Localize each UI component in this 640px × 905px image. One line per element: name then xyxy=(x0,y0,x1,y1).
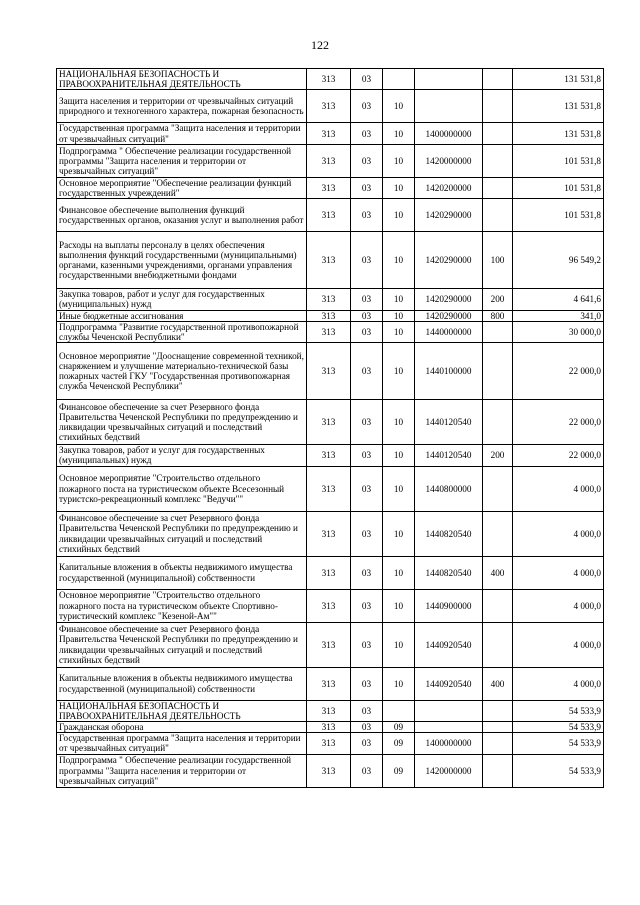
row-amount: 54 533,9 xyxy=(513,700,604,721)
row-ministry-code: 313 xyxy=(307,733,351,754)
row-section-code: 03 xyxy=(351,511,383,556)
row-subsection-code: 10 xyxy=(383,310,415,321)
row-amount: 4 000,0 xyxy=(513,589,604,622)
row-name: Государственная программа "Защита населения и территории от чрезвычайных ситуаций" xyxy=(57,733,307,754)
row-section-code: 03 xyxy=(351,289,383,310)
row-ministry-code: 313 xyxy=(307,199,351,232)
row-name: Подпрограмма "Развитие государственной противопожарной службы Чеченской Республики" xyxy=(57,321,307,342)
row-ministry-code: 313 xyxy=(307,90,351,123)
row-section-code: 03 xyxy=(351,232,383,289)
row-subsection-code: 10 xyxy=(383,400,415,445)
row-amount: 22 000,0 xyxy=(513,343,604,400)
row-subsection-code: 10 xyxy=(383,144,415,177)
row-section-code: 03 xyxy=(351,466,383,511)
row-amount: 131 531,8 xyxy=(513,69,604,90)
row-expense-type xyxy=(483,589,513,622)
row-expense-type xyxy=(483,69,513,90)
table-row xyxy=(57,199,604,232)
row-ministry-code: 313 xyxy=(307,289,351,310)
table-row xyxy=(57,445,604,466)
page-number: 122 xyxy=(311,38,329,52)
row-name: Гражданская оборона xyxy=(57,722,307,733)
row-target-article: 1400000000 xyxy=(415,123,483,144)
row-ministry-code: 313 xyxy=(307,343,351,400)
row-amount: 96 549,2 xyxy=(513,232,604,289)
row-expense-type xyxy=(483,90,513,123)
row-subsection-code: 10 xyxy=(383,589,415,622)
row-ministry-code: 313 xyxy=(307,511,351,556)
row-ministry-code: 313 xyxy=(307,321,351,342)
row-subsection-code: 10 xyxy=(383,177,415,198)
row-section-code: 03 xyxy=(351,622,383,667)
row-amount: 54 533,9 xyxy=(513,754,604,787)
row-target-article: 1420000000 xyxy=(415,754,483,787)
table-row xyxy=(57,733,604,754)
row-amount: 101 531,8 xyxy=(513,199,604,232)
row-ministry-code: 313 xyxy=(307,310,351,321)
row-subsection-code: 10 xyxy=(383,123,415,144)
row-expense-type xyxy=(483,177,513,198)
table-row xyxy=(57,667,604,700)
row-expense-type xyxy=(483,123,513,144)
row-amount: 4 000,0 xyxy=(513,667,604,700)
row-target-article: 1440820540 xyxy=(415,556,483,589)
row-section-code: 03 xyxy=(351,123,383,144)
row-expense-type: 400 xyxy=(483,556,513,589)
row-name: Финансовое обеспечение за счет Резервного фонда Правительства Чеченской Республики по предупреждению и ликвидации чрезвычайных ситуаций и последствий стихийных бедствий xyxy=(57,400,307,445)
row-ministry-code: 313 xyxy=(307,400,351,445)
row-amount: 22 000,0 xyxy=(513,445,604,466)
row-ministry-code: 313 xyxy=(307,556,351,589)
row-subsection-code: 10 xyxy=(383,511,415,556)
row-name: Основное мероприятие "Строительство отдельного пожарного поста на туристическом объекте Всесезонный туристско-рекреационный комплекс "Ведучи"" xyxy=(57,466,307,511)
row-expense-type: 100 xyxy=(483,232,513,289)
row-ministry-code: 313 xyxy=(307,144,351,177)
row-amount: 131 531,8 xyxy=(513,90,604,123)
row-subsection-code: 10 xyxy=(383,445,415,466)
row-expense-type: 200 xyxy=(483,445,513,466)
row-expense-type xyxy=(483,754,513,787)
table-row xyxy=(57,144,604,177)
row-subsection-code: 10 xyxy=(383,466,415,511)
row-expense-type: 400 xyxy=(483,667,513,700)
table-row xyxy=(57,754,604,787)
row-ministry-code: 313 xyxy=(307,722,351,733)
row-amount: 54 533,9 xyxy=(513,722,604,733)
row-target-article xyxy=(415,90,483,123)
row-section-code: 03 xyxy=(351,589,383,622)
row-expense-type xyxy=(483,722,513,733)
row-target-article xyxy=(415,722,483,733)
row-name: Основное мероприятие "Обеспечение реализации функций государственных учреждений" xyxy=(57,177,307,198)
row-expense-type xyxy=(483,700,513,721)
table-row xyxy=(57,466,604,511)
row-section-code: 03 xyxy=(351,177,383,198)
row-section-code: 03 xyxy=(351,321,383,342)
row-target-article: 1420290000 xyxy=(415,199,483,232)
row-subsection-code xyxy=(383,700,415,721)
row-target-article: 1440900000 xyxy=(415,589,483,622)
row-target-article xyxy=(415,69,483,90)
row-expense-type xyxy=(483,199,513,232)
row-target-article: 1420200000 xyxy=(415,177,483,198)
table-row xyxy=(57,123,604,144)
row-expense-type xyxy=(483,343,513,400)
budget-table-body xyxy=(57,69,604,788)
row-section-code: 03 xyxy=(351,199,383,232)
row-amount: 54 533,9 xyxy=(513,733,604,754)
row-ministry-code: 313 xyxy=(307,123,351,144)
table-row xyxy=(57,511,604,556)
row-name: Основное мероприятие "Строительство отдельного пожарного поста на туристическом объекте Спортивно-туристический комплекс "Кезеной-Ам"" xyxy=(57,589,307,622)
row-subsection-code: 10 xyxy=(383,622,415,667)
row-subsection-code: 10 xyxy=(383,321,415,342)
row-subsection-code: 09 xyxy=(383,722,415,733)
row-name: Защита населения и территории от чрезвычайных ситуаций природного и техногенного характера, пожарная безопасность xyxy=(57,90,307,123)
row-amount: 101 531,8 xyxy=(513,177,604,198)
table-row xyxy=(57,343,604,400)
row-target-article: 1420290000 xyxy=(415,310,483,321)
row-amount: 4 000,0 xyxy=(513,511,604,556)
row-section-code: 03 xyxy=(351,754,383,787)
table-row xyxy=(57,589,604,622)
table-row xyxy=(57,400,604,445)
row-target-article: 1440820540 xyxy=(415,511,483,556)
row-subsection-code xyxy=(383,69,415,90)
row-name: Капитальные вложения в объекты недвижимого имущества государственной (муниципальной) собственности xyxy=(57,667,307,700)
row-name: Подпрограмма " Обеспечение реализации государственной программы "Защита населения и территории от чрезвычайных ситуаций" xyxy=(57,754,307,787)
table-row xyxy=(57,289,604,310)
row-amount: 4 641,6 xyxy=(513,289,604,310)
row-target-article: 1440920540 xyxy=(415,667,483,700)
row-expense-type: 800 xyxy=(483,310,513,321)
row-expense-type xyxy=(483,466,513,511)
row-target-article xyxy=(415,700,483,721)
table-row xyxy=(57,556,604,589)
row-ministry-code: 313 xyxy=(307,667,351,700)
row-target-article: 1440100000 xyxy=(415,343,483,400)
row-ministry-code: 313 xyxy=(307,232,351,289)
table-row xyxy=(57,90,604,123)
row-section-code: 03 xyxy=(351,144,383,177)
row-ministry-code: 313 xyxy=(307,466,351,511)
table-row xyxy=(57,700,604,721)
row-ministry-code: 313 xyxy=(307,622,351,667)
row-amount: 4 000,0 xyxy=(513,622,604,667)
row-expense-type: 200 xyxy=(483,289,513,310)
row-ministry-code: 313 xyxy=(307,700,351,721)
row-subsection-code: 09 xyxy=(383,754,415,787)
row-target-article: 1440000000 xyxy=(415,321,483,342)
row-subsection-code: 09 xyxy=(383,733,415,754)
row-ministry-code: 313 xyxy=(307,69,351,90)
row-ministry-code: 313 xyxy=(307,754,351,787)
row-section-code: 03 xyxy=(351,445,383,466)
row-subsection-code: 10 xyxy=(383,232,415,289)
row-section-code: 03 xyxy=(351,556,383,589)
row-subsection-code: 10 xyxy=(383,343,415,400)
row-amount: 30 000,0 xyxy=(513,321,604,342)
row-expense-type xyxy=(483,144,513,177)
row-amount: 131 531,8 xyxy=(513,123,604,144)
row-subsection-code: 10 xyxy=(383,289,415,310)
row-name: Основное мероприятие "Дооснащение современной техникой, снаряжением и улучшение материально-технической базы пожарных частей ГКУ "Государственная противопожарная служба Чеченской Республики" xyxy=(57,343,307,400)
row-subsection-code: 10 xyxy=(383,199,415,232)
budget-table xyxy=(56,68,604,788)
row-amount: 22 000,0 xyxy=(513,400,604,445)
row-expense-type xyxy=(483,622,513,667)
row-section-code: 03 xyxy=(351,69,383,90)
row-name: НАЦИОНАЛЬНАЯ БЕЗОПАСНОСТЬ И ПРАВООХРАНИТЕЛЬНАЯ ДЕЯТЕЛЬНОСТЬ xyxy=(57,69,307,90)
row-expense-type xyxy=(483,733,513,754)
row-section-code: 03 xyxy=(351,700,383,721)
row-amount: 4 000,0 xyxy=(513,556,604,589)
row-name: Капитальные вложения в объекты недвижимого имущества государственной (муниципальной) собственности xyxy=(57,556,307,589)
row-name: Финансовое обеспечение за счет Резервного фонда Правительства Чеченской Республики по предупреждению и ликвидации чрезвычайных ситуаций и последствий стихийных бедствий xyxy=(57,622,307,667)
table-row xyxy=(57,177,604,198)
row-name: Подпрограмма " Обеспечение реализации государственной программы "Защита населения и территории от чрезвычайных ситуаций" xyxy=(57,144,307,177)
row-target-article: 1420290000 xyxy=(415,232,483,289)
row-target-article: 1420290000 xyxy=(415,289,483,310)
row-target-article: 1400000000 xyxy=(415,733,483,754)
row-amount: 4 000,0 xyxy=(513,466,604,511)
row-section-code: 03 xyxy=(351,733,383,754)
row-target-article: 1420000000 xyxy=(415,144,483,177)
table-row xyxy=(57,310,604,321)
row-name: Иные бюджетные ассигнования xyxy=(57,310,307,321)
row-section-code: 03 xyxy=(351,310,383,321)
row-target-article: 1440800000 xyxy=(415,466,483,511)
row-target-article: 1440920540 xyxy=(415,622,483,667)
row-amount: 101 531,8 xyxy=(513,144,604,177)
row-name: Закупка товаров, работ и услуг для государственных (муниципальных) нужд xyxy=(57,445,307,466)
row-name: Закупка товаров, работ и услуг для государственных (муниципальных) нужд xyxy=(57,289,307,310)
row-ministry-code: 313 xyxy=(307,589,351,622)
row-ministry-code: 313 xyxy=(307,445,351,466)
row-section-code: 03 xyxy=(351,343,383,400)
row-subsection-code: 10 xyxy=(383,556,415,589)
table-row xyxy=(57,232,604,289)
row-expense-type xyxy=(483,321,513,342)
table-row xyxy=(57,321,604,342)
row-target-article: 1440120540 xyxy=(415,400,483,445)
row-section-code: 03 xyxy=(351,667,383,700)
table-row xyxy=(57,69,604,90)
row-name: Финансовое обеспечение за счет Резервного фонда Правительства Чеченской Республики по предупреждению и ликвидации чрезвычайных ситуаций и последствий стихийных бедствий xyxy=(57,511,307,556)
row-expense-type xyxy=(483,400,513,445)
row-section-code: 03 xyxy=(351,90,383,123)
row-subsection-code: 10 xyxy=(383,90,415,123)
row-name: Государственная программа "Защита населения и территории от чрезвычайных ситуаций" xyxy=(57,123,307,144)
row-section-code: 03 xyxy=(351,400,383,445)
row-amount: 341,0 xyxy=(513,310,604,321)
row-ministry-code: 313 xyxy=(307,177,351,198)
row-section-code: 03 xyxy=(351,722,383,733)
row-name: Финансовое обеспечение выполнения функций государственных органов, оказания услуг и выполнения работ xyxy=(57,199,307,232)
row-subsection-code: 10 xyxy=(383,667,415,700)
table-row xyxy=(57,722,604,733)
row-expense-type xyxy=(483,511,513,556)
table-row xyxy=(57,622,604,667)
row-name: Расходы на выплаты персоналу в целях обеспечения выполнения функций государственными (муниципальными) органами, казенными учреждениями, органами управления государственными внебюджетными фондами xyxy=(57,232,307,289)
row-name: НАЦИОНАЛЬНАЯ БЕЗОПАСНОСТЬ И ПРАВООХРАНИТЕЛЬНАЯ ДЕЯТЕЛЬНОСТЬ xyxy=(57,700,307,721)
row-target-article: 1440120540 xyxy=(415,445,483,466)
